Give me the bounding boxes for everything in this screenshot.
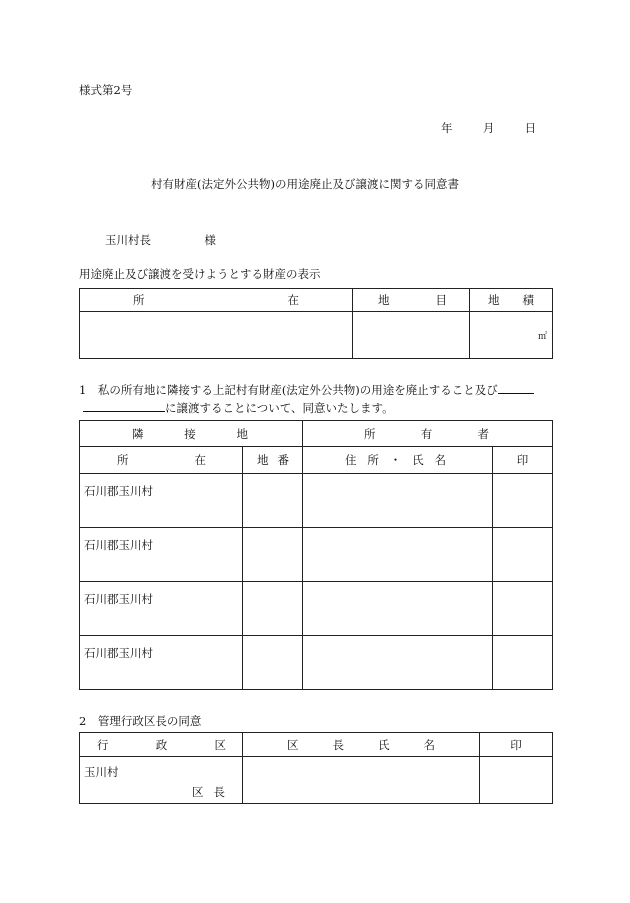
row-location[interactable]: 石川郡玉川村 — [80, 636, 243, 690]
addressee-name: 玉川村長 — [105, 233, 151, 247]
chief-label: 区 長 — [192, 785, 225, 799]
area-unit: ㎡ — [537, 332, 547, 342]
table-row — [80, 474, 553, 528]
row-owner[interactable] — [303, 636, 493, 690]
header-adjacent-land: 隣 接 地 — [80, 421, 303, 447]
table-row — [80, 582, 553, 636]
header-category: 地 目 — [353, 289, 470, 312]
header-location: 所 在 — [80, 289, 353, 312]
property-location-cell[interactable] — [80, 312, 353, 359]
section2-heading: 2 管理行政区長の同意 — [79, 714, 202, 728]
header-district: 行 政 区 — [80, 733, 243, 757]
form-number: 様式第2号 — [79, 83, 133, 97]
header-area: 地 積 — [470, 289, 553, 312]
property-category-cell[interactable] — [353, 312, 470, 359]
village-name: 玉川村 — [84, 765, 119, 779]
section1-line2: に譲渡することについて、同意いたします。 — [83, 399, 394, 416]
row-location[interactable]: 石川郡玉川村 — [80, 528, 243, 582]
row-owner[interactable] — [303, 582, 493, 636]
row-seal[interactable] — [493, 528, 553, 582]
header-seal: 印 — [480, 733, 553, 757]
date-month: 月 — [482, 121, 495, 135]
addressee — [105, 232, 216, 248]
district-cell[interactable] — [80, 757, 243, 804]
chief-seal-cell[interactable] — [480, 757, 553, 804]
row-location[interactable]: 石川郡玉川村 — [80, 582, 243, 636]
row-seal[interactable] — [493, 636, 553, 690]
row-owner[interactable] — [303, 474, 493, 528]
header-chief-name: 区 長 氏 名 — [243, 733, 480, 757]
row-location[interactable]: 石川郡玉川村 — [80, 474, 243, 528]
document-title: 村有財産(法定外公共物)の用途廃止及び譲渡に関する同意書 — [151, 177, 459, 191]
date-year: 年 — [441, 121, 453, 135]
row-lot-number[interactable] — [243, 474, 303, 528]
date-line — [441, 120, 536, 136]
subheader-address-name: 住 所 ・ 氏 名 — [303, 447, 493, 474]
row-lot-number[interactable] — [243, 528, 303, 582]
row-seal[interactable] — [493, 474, 553, 528]
subheader-lot-number: 地 番 — [243, 447, 303, 474]
property-table — [79, 288, 553, 359]
row-lot-number[interactable] — [243, 636, 303, 690]
district-chief-table — [79, 732, 553, 804]
subheader-seal: 印 — [493, 447, 553, 474]
table-row — [80, 636, 553, 690]
table-row — [80, 528, 553, 582]
transferee-blank[interactable] — [498, 381, 534, 394]
chief-name-cell[interactable] — [243, 757, 480, 804]
property-heading: 用途廃止及び譲渡を受けようとする財産の表示 — [79, 267, 321, 281]
transferee-name-blank[interactable] — [83, 399, 165, 412]
neighbor-table — [79, 420, 553, 690]
section1-line1: 1 私の所有地に隣接する上記村有財産(法定外公共物)の用途を廃止すること及び — [79, 381, 534, 398]
row-seal[interactable] — [493, 582, 553, 636]
property-area-cell[interactable] — [470, 312, 553, 359]
subheader-location: 所 在 — [80, 447, 243, 474]
header-owner: 所 有 者 — [303, 421, 553, 447]
row-owner[interactable] — [303, 528, 493, 582]
addressee-honorific: 様 — [204, 233, 216, 247]
date-day: 日 — [524, 121, 537, 135]
row-lot-number[interactable] — [243, 582, 303, 636]
